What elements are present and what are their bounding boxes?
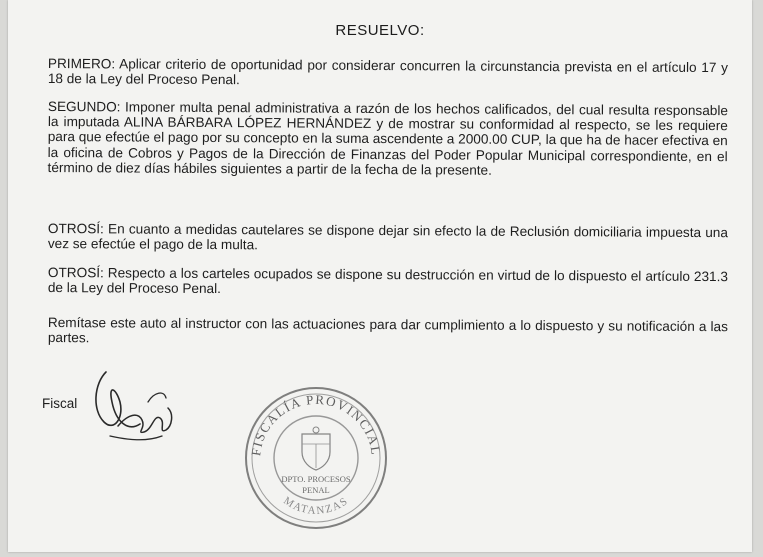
coat-of-arms-icon [302,427,330,470]
paragraph-primero [48,56,728,91]
fiscal-label: Fiscal [42,396,78,411]
paragraph-text: PRIMERO: Aplicar criterio de oportunidad por considerar concurren la circunstancia prevista en el artículo 17 y 18 de la Ley del Proceso Penal. [47,56,728,88]
paragraph-text: Remítase este auto al instructor con las actuaciones para dar cumplimiento a lo dispuesto y su notificación a las partes. [47,315,728,346]
document-page [8,0,752,552]
seal-inner-text-1: DPTO. PROCESOS [281,474,351,484]
paragraph-text: SEGUNDO: Imponer multa penal administrativa a razón de los hechos calificados, del cual resulta responsable la imputada ALINA BÁRBARA LÓPEZ HERNÁNDEZ y de mostrar su conformidad al respecto, se les requiere para que efectúe el pago por su concepto en la suma ascendente a 2000.00 CUP, la que ha de hacer efectiva en la oficina de Cobros y Pagos de la Dirección de Finanzas del Poder Popular Municipal correspondiente, en el término de diez días hábiles siguientes a partir de la fecha de la presente. [47,99,728,178]
paragraph-text: OTROSÍ: Respecto a los carteles ocupados se dispone su destrucción en virtud de lo dispuesto el artículo 231.3 de la Ley del Proceso Penal. [47,265,728,297]
paragraph-remitase [48,315,728,350]
seal-bottom-text: MATANZAS [281,494,351,517]
paragraph-otrosi-medidas [48,221,728,256]
paragraph-text: OTROSÍ: En cuanto a medidas cautelares se dispone dejar sin efecto la de Reclusión domiciliaria impuesta una vez se efectúe el pago de la multa. [47,221,728,253]
resolution-heading: RESUELVO: [335,22,425,39]
official-seal [236,382,396,532]
handwritten-signature [88,362,188,452]
seal-outer-text: FISCALÍA PROVINCIAL [248,391,384,457]
paragraph-segundo [48,99,728,179]
seal-inner-text-2: PENAL [302,485,330,495]
paragraph-otrosi-carteles [48,265,728,300]
